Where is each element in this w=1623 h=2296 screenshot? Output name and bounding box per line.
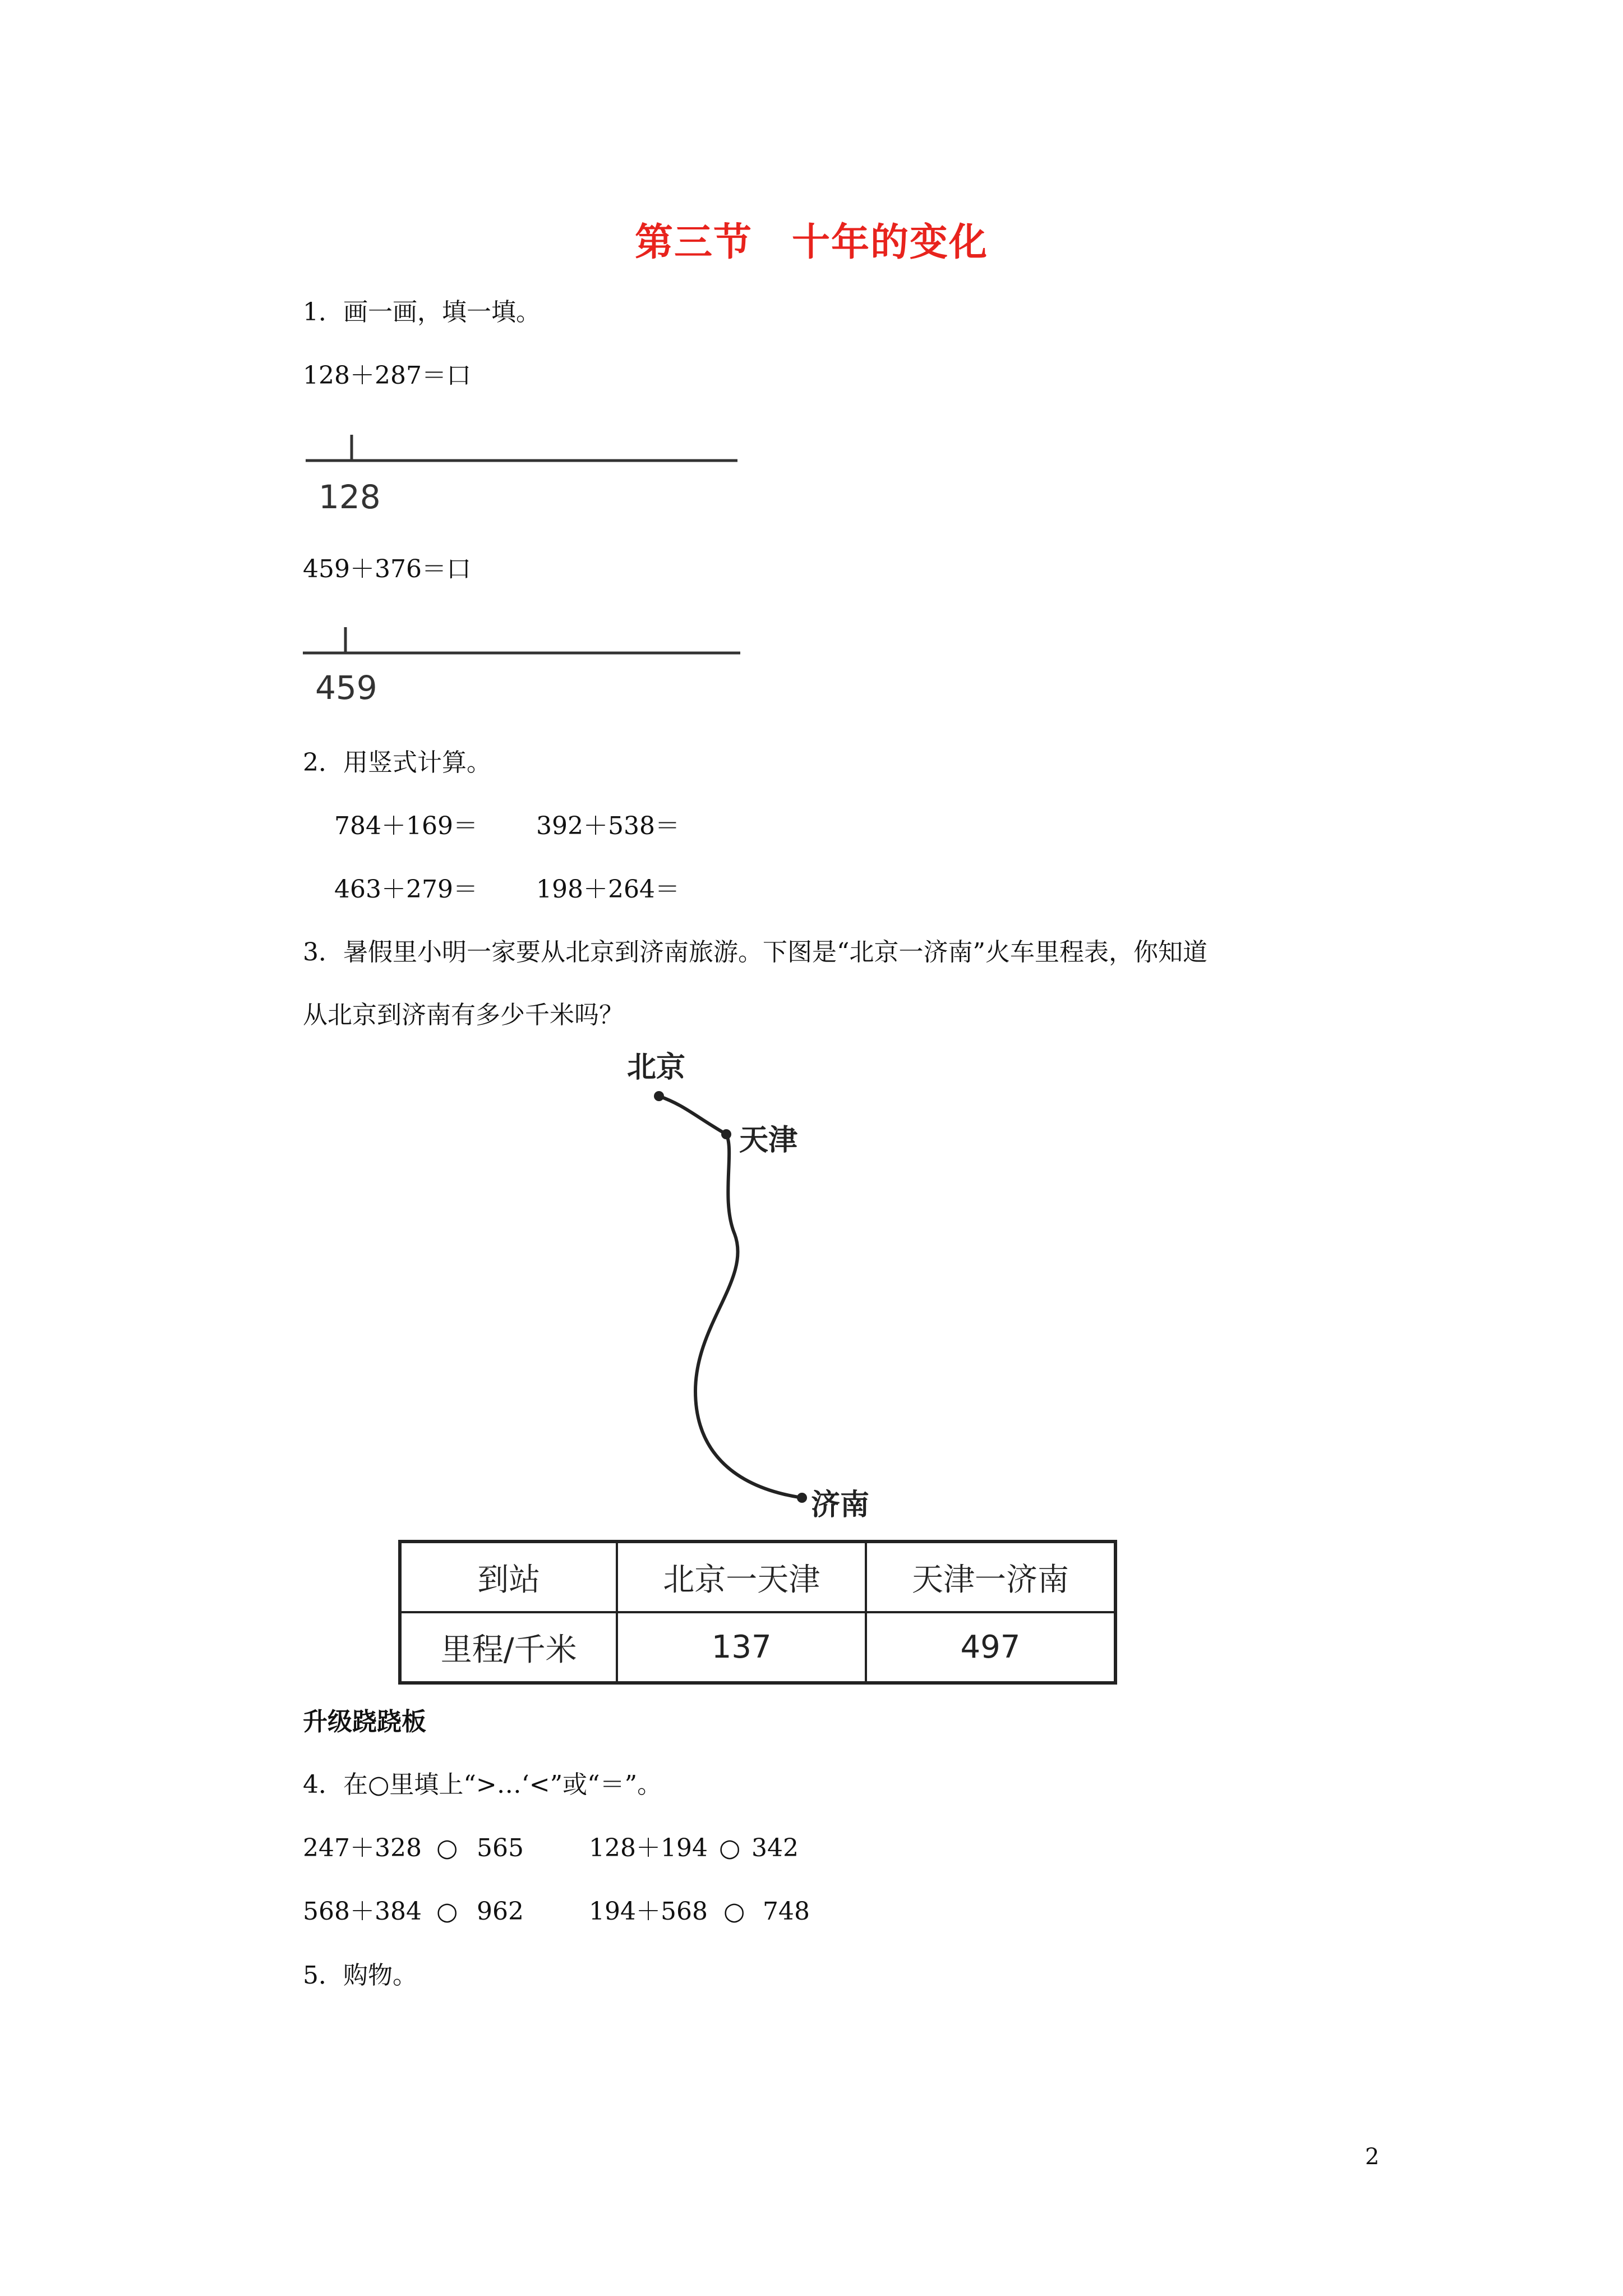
table-row <box>400 1542 1115 1612</box>
calc-item: 392＋538＝ <box>536 812 680 840</box>
compare-left: 247＋328 <box>303 1834 422 1862</box>
page-number: 2 <box>1365 2144 1380 2170</box>
table-cell: 里程/千米 <box>400 1612 617 1683</box>
number-line-1 <box>306 429 743 468</box>
station-dot-beijing <box>654 1091 664 1101</box>
compare-circle: ○ <box>436 1834 458 1862</box>
question-5-heading: 5．购物。 <box>303 1961 417 1990</box>
table-cell: 497 <box>866 1612 1115 1683</box>
table-cell: 北京一天津 <box>617 1542 865 1612</box>
calc-item: 784＋169＝ <box>334 812 478 840</box>
table-row <box>400 1612 1115 1683</box>
number-line-2 <box>303 622 746 661</box>
calc-item: 463＋279＝ <box>334 875 478 904</box>
page-title: 第三节 十年的变化 <box>634 220 988 265</box>
question-1-equation-2: 459＋376＝口 <box>303 555 471 583</box>
compare-left: 128＋194 <box>589 1834 708 1862</box>
compare-right: 342 <box>751 1834 799 1862</box>
table-cell: 天津一济南 <box>866 1542 1115 1612</box>
railway-map <box>303 1043 1155 1548</box>
compare-left: 194＋568 <box>589 1897 708 1926</box>
station-dot-tianjin <box>721 1129 731 1139</box>
station-dot-jinan <box>797 1493 807 1503</box>
calc-item: 198＋264＝ <box>536 875 680 904</box>
question-1-heading: 1．画一画，填一填。 <box>303 298 541 326</box>
question-3-line-2: 从北京到济南有多少千米吗？ <box>303 1001 624 1029</box>
station-label-jinan: 济南 <box>811 1488 870 1522</box>
compare-circle: ○ <box>719 1834 741 1862</box>
compare-left: 568＋384 <box>303 1897 422 1926</box>
section-heading: 升级跷跷板 <box>303 1708 426 1736</box>
station-label-beijing: 北京 <box>627 1051 686 1084</box>
compare-circle: ○ <box>436 1897 458 1926</box>
table-cell: 到站 <box>400 1542 617 1612</box>
compare-circle: ○ <box>723 1897 745 1926</box>
question-3-line-1: 3．暑假里小明一家要从北京到济南旅游。下图是“北京一济南”火车里程表，你知道 <box>303 938 1207 967</box>
number-line-2-label: 459 <box>315 669 377 707</box>
table-cell: 137 <box>617 1612 865 1683</box>
question-1-equation-1: 128＋287＝口 <box>303 361 471 390</box>
question-2-heading: 2．用竖式计算。 <box>303 748 491 777</box>
compare-right: 748 <box>763 1897 810 1926</box>
question-4-heading: 4．在○里填上“>…‘<”或“＝”。 <box>303 1770 662 1799</box>
compare-right: 962 <box>477 1897 524 1926</box>
mileage-table <box>398 1540 1117 1685</box>
compare-right: 565 <box>477 1834 524 1862</box>
number-line-1-label: 128 <box>319 478 381 516</box>
station-label-tianjin: 天津 <box>739 1124 798 1157</box>
